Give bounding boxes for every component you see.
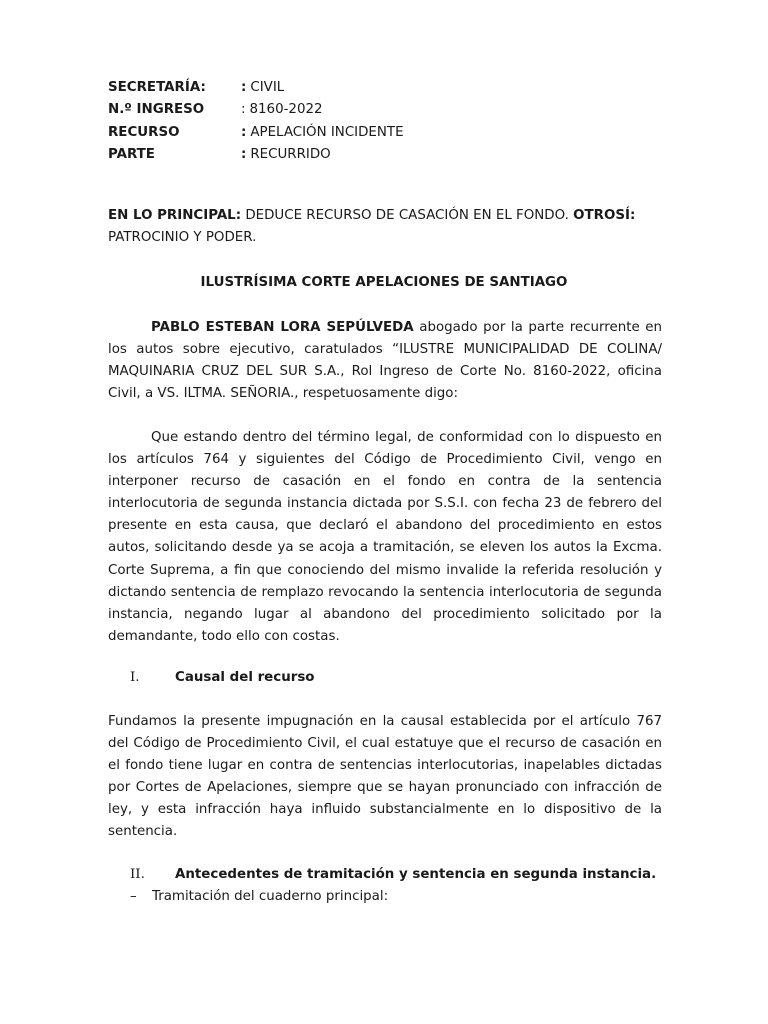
section-heading-1 (130, 667, 315, 689)
principal-label: EN LO PRINCIPAL: (108, 208, 242, 223)
court-title: ILUSTRÍSIMA CORTE APELACIONES DE SANTIAGO (200, 275, 568, 290)
header-value: RECURRIDO (250, 146, 331, 162)
header-separator: : (241, 124, 247, 140)
header-value: CIVIL (250, 80, 285, 95)
case-header (108, 77, 404, 166)
otrosi-label: OTROSÍ: (573, 208, 636, 223)
body-paragraph-2: Fundamos la presente impugnación en la causal establecida por el artículo 767 del Código de Procedimiento Civil, el cual estatuye que el recurso de casación en el fondo tiene lugar en contra de sentencias interlocutorias, inapelables dictadas por Cortes de Apelaciones, siempre que se hayan pronunciado con infracción de ley, y esta infracción haya influido substancialmente en lo dispositivo de la sentencia. (108, 714, 662, 840)
header-separator: : (241, 80, 247, 95)
otrosi-text: PATROCINIO Y PODER. (108, 230, 257, 246)
intro-text: abogado por la parte recurrente en los autos sobre ejecutivo, caratulados “ILUSTRE MUNICIPALIDAD DE COLINA/ MAQUINARIA CRUZ DEL SUR S.A., Rol Ingreso de Corte No. 8160-2022, oficina Civil, a VS. ILTMA. SEÑORIA., respetuosamente digo: (108, 320, 662, 402)
section-number: I. (130, 670, 140, 685)
list-dash: – (130, 889, 137, 904)
header-label: PARTE (108, 146, 155, 162)
section-number: II. (130, 867, 145, 882)
section-heading-2 (130, 864, 656, 886)
principal-text: DEDUCE RECURSO DE CASACIÓN EN EL FONDO. (241, 208, 574, 223)
header-label: SECRETARÍA: (108, 80, 206, 95)
body-paragraph-1: Que estando dentro del término legal, de conformidad con lo dispuesto en los artículos 764 y siguientes del Código de Procedimiento Civil, vengo en interponer recurso de casación en el fondo en contra de la sentencia interlocutoria de segunda instancia dictada por S.S.I. con fecha 23 de febrero del presente en esta causa, que declaró el abandono del procedimiento en estos autos, solicitando desde ya se acoja a tramitación, se eleven los autos la Excma. Corte Suprema, a fin que conociendo del mismo invalide la referida resolución y dictando sentencia de remplazo revocando la sentencia interlocutoria de segunda instancia, negando lugar al abandono del procedimiento solicitado por la demandante, todo ello con costas. (108, 430, 662, 644)
section-title: Causal del recurso (175, 670, 315, 685)
header-separator: : (241, 102, 246, 118)
section-title: Antecedentes de tramitación y sentencia en segunda instancia. (175, 867, 657, 882)
header-label: RECURSO (108, 124, 180, 140)
summary-paragraph (108, 205, 662, 249)
header-label: N.º INGRESO (108, 102, 205, 118)
header-row-ingreso (108, 99, 404, 121)
header-row-parte (108, 144, 404, 166)
header-row-secretaria (108, 77, 404, 99)
header-separator: : (241, 146, 247, 162)
lawyer-name: PABLO ESTEBAN LORA SEPÚLVEDA (151, 320, 414, 335)
header-value: APELACIÓN INCIDENTE (250, 124, 404, 140)
list-item (130, 886, 388, 908)
list-item-text: Tramitación del cuaderno principal: (152, 889, 389, 904)
header-row-recurso (108, 122, 404, 144)
intro-paragraph (108, 317, 662, 405)
header-value: 8160-2022 (249, 102, 323, 118)
